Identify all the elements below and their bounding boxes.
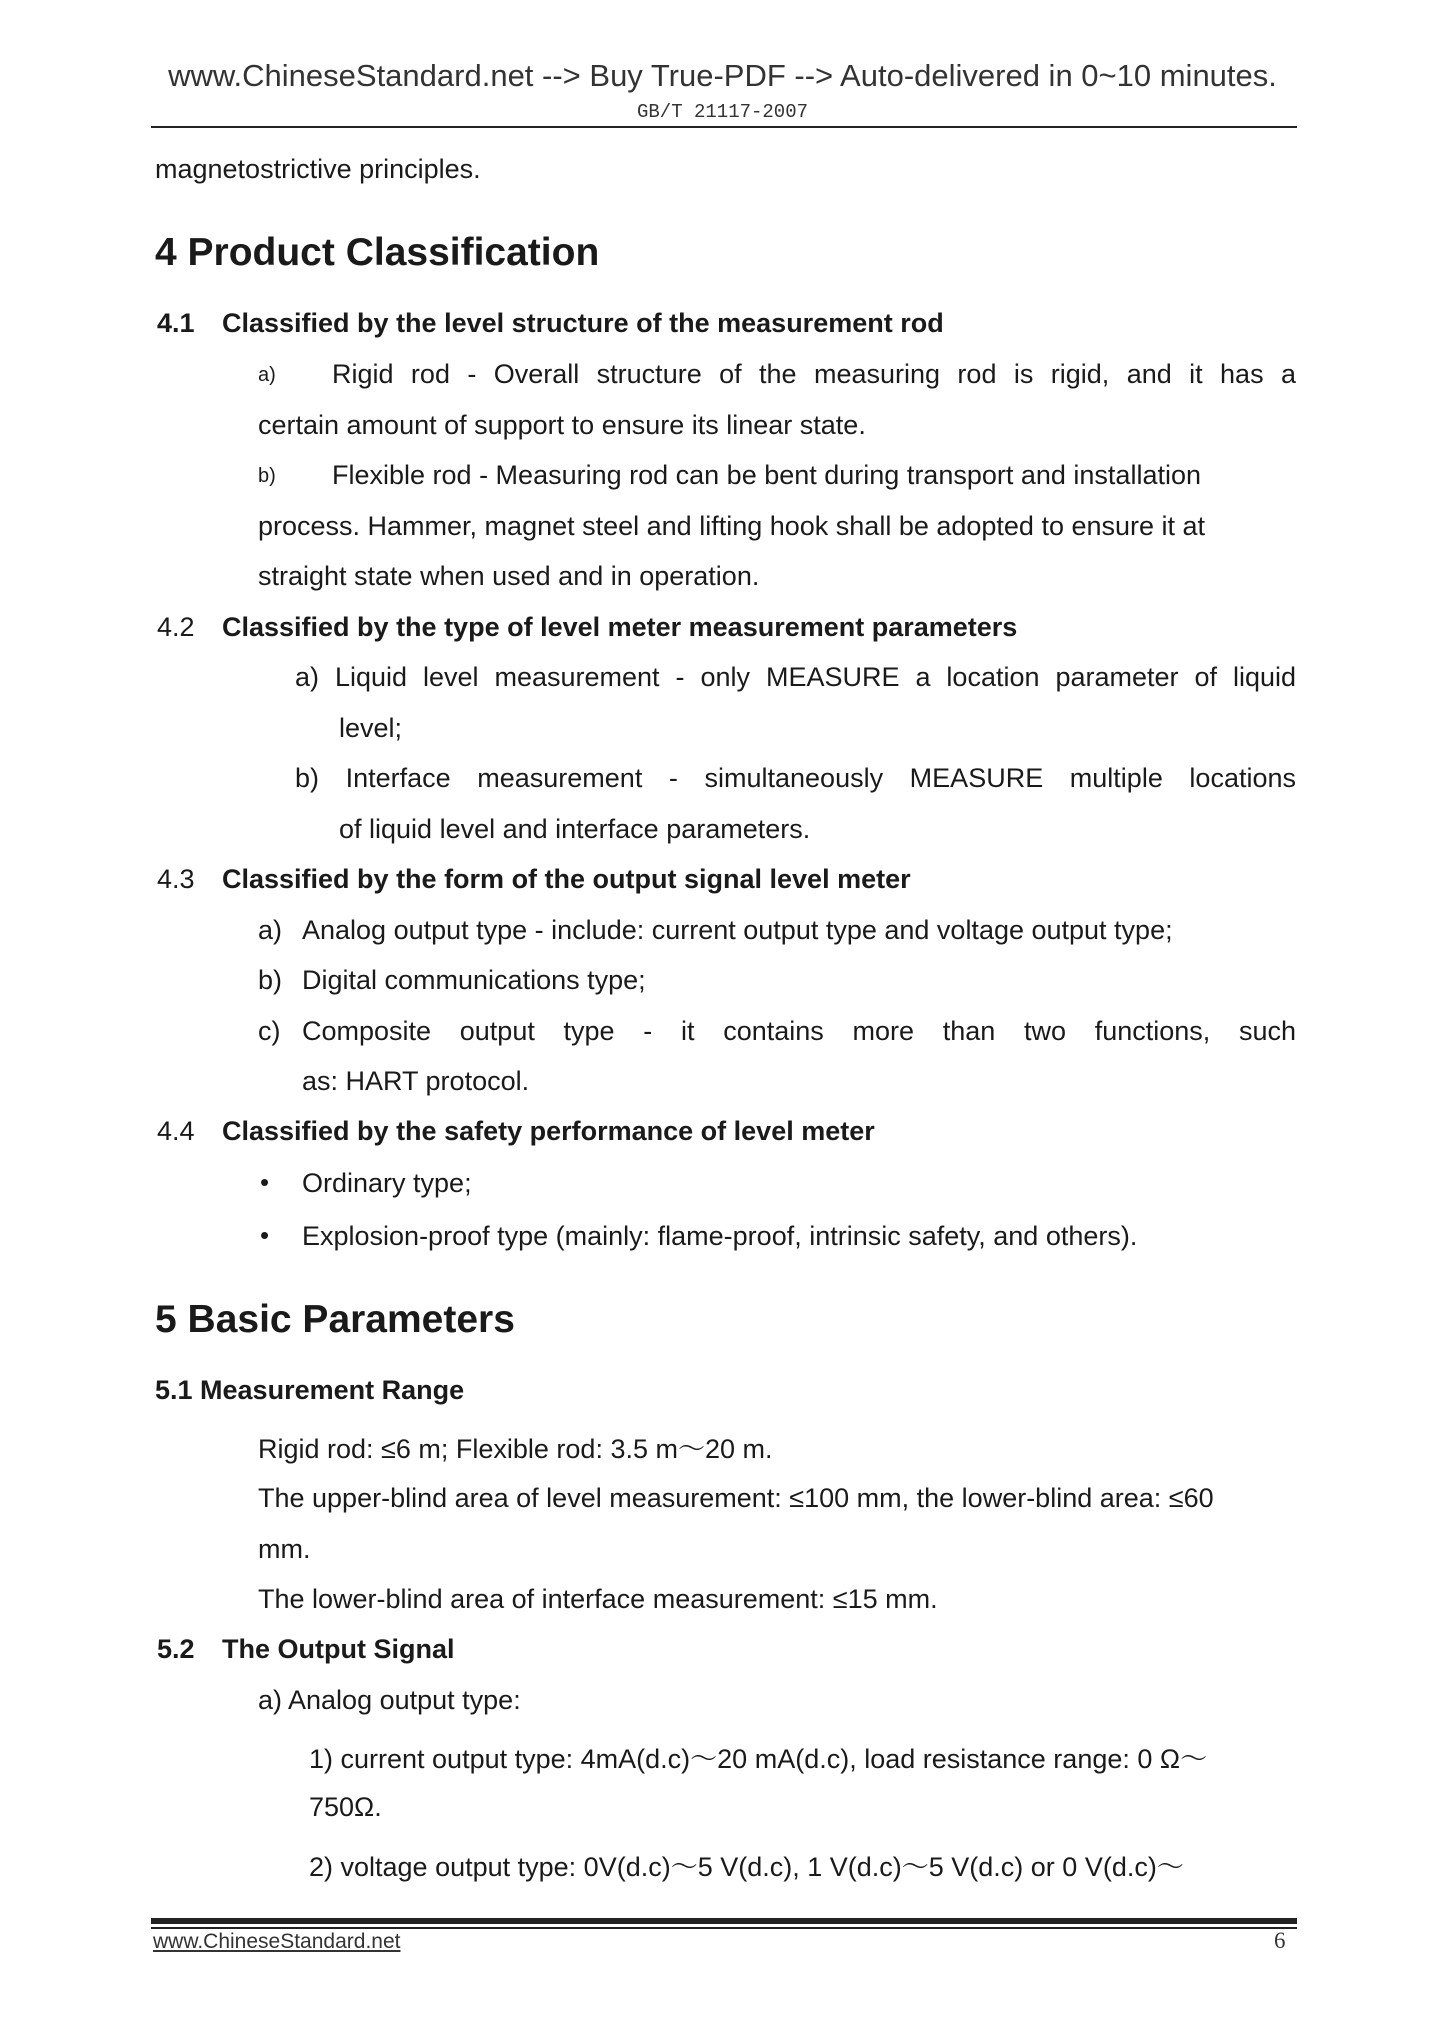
item-4-1-b-marker: b) bbox=[258, 465, 276, 487]
item-4-2-a-line2: level; bbox=[339, 713, 403, 743]
item-4-1-b-line2: process. Hammer, magnet steel and lifting hook shall be adopted to ensure it at bbox=[258, 511, 1206, 541]
header-rule bbox=[151, 126, 1297, 128]
range-interface-blind-text: The lower-blind area of interface measurement: ≤15 mm. bbox=[258, 1584, 938, 1614]
footer-rule-thin bbox=[151, 1927, 1297, 1929]
header-banner: www.ChineseStandard.net --> Buy True-PDF --> Auto-delivered in 0~10 minutes. bbox=[168, 58, 1277, 93]
item-4-3-c-marker: c) bbox=[258, 1016, 281, 1046]
section-5-1-heading: 5.1 Measurement Range bbox=[155, 1375, 465, 1405]
item-4-4-explosion-proof: Explosion-proof type (mainly: flame-proof, intrinsic safety, and others). bbox=[302, 1221, 1138, 1251]
item-4-3-c-line2: as: HART protocol. bbox=[302, 1066, 530, 1096]
item-4-2-a-line1: a) Liquid level measurement - only MEASURE a location parameter of liquid bbox=[295, 662, 1296, 692]
current-output-line2: 750Ω. bbox=[309, 1792, 382, 1822]
section-4-4-heading: Classified by the safety performance of level meter bbox=[222, 1116, 875, 1146]
range-upper-blind-line2: mm. bbox=[258, 1534, 311, 1564]
intro-tail-text: magnetostrictive principles. bbox=[155, 154, 481, 184]
range-upper-blind-line1: The upper-blind area of level measurement: ≤100 mm, the lower-blind area: ≤60 bbox=[258, 1483, 1214, 1513]
section-4-3-number: 4.3 bbox=[157, 864, 195, 894]
range-rod-text: Rigid rod: ≤6 m; Flexible rod: 3.5 m～20 m. bbox=[258, 1434, 773, 1464]
current-output-line1: 1) current output type: 4mA(d.c)～20 mA(d.c), load resistance range: 0 Ω～ bbox=[309, 1744, 1208, 1774]
section-5-heading: 5 Basic Parameters bbox=[155, 1298, 515, 1341]
item-4-3-b-text: Digital communications type; bbox=[302, 965, 646, 995]
section-4-3-heading: Classified by the form of the output signal level meter bbox=[222, 864, 911, 894]
section-4-2-heading: Classified by the type of level meter measurement parameters bbox=[222, 612, 1018, 642]
item-4-1-a-line1: Rigid rod - Overall structure of the measuring rod is rigid, and it has a bbox=[332, 359, 1296, 389]
footer-rule-thick bbox=[151, 1918, 1297, 1924]
item-4-1-a-line2: certain amount of support to ensure its linear state. bbox=[258, 410, 866, 440]
bullet-marker: • bbox=[260, 1220, 270, 1250]
section-4-1-heading: Classified by the level structure of the measurement rod bbox=[222, 308, 944, 338]
analog-output-label: a) Analog output type: bbox=[258, 1685, 521, 1715]
section-5-2-number: 5.2 bbox=[157, 1634, 195, 1664]
footer-site-link[interactable]: www.ChineseStandard.net bbox=[153, 1930, 401, 1953]
section-5-2-heading: The Output Signal bbox=[222, 1634, 455, 1664]
item-4-3-b-marker: b) bbox=[258, 965, 283, 995]
item-4-2-b-line2: of liquid level and interface parameters. bbox=[339, 814, 811, 844]
standard-code: GB/T 21117-2007 bbox=[636, 101, 809, 123]
item-4-4-ordinary: Ordinary type; bbox=[302, 1168, 472, 1198]
item-4-3-a-marker: a) bbox=[258, 915, 283, 945]
page-number: 6 bbox=[1274, 1928, 1286, 1953]
voltage-output-line1: 2) voltage output type: 0V(d.c)～5 V(d.c), 1 V(d.c)～5 V(d.c) or 0 V(d.c)～ bbox=[309, 1852, 1184, 1882]
item-4-1-b-line3: straight state when used and in operation. bbox=[258, 561, 760, 591]
item-4-3-a-text: Analog output type - include: current output type and voltage output type; bbox=[302, 915, 1173, 945]
item-4-3-c-line1: Composite output type - it contains more than two functions, such bbox=[302, 1016, 1296, 1046]
section-4-1-number: 4.1 bbox=[157, 308, 195, 338]
bullet-marker: • bbox=[260, 1167, 270, 1197]
item-4-1-a-marker: a) bbox=[258, 364, 276, 386]
item-4-2-b-line1: b) Interface measurement - simultaneously MEASURE multiple locations bbox=[295, 763, 1296, 793]
item-4-1-b-line1: Flexible rod - Measuring rod can be bent during transport and installation bbox=[332, 460, 1201, 490]
section-4-4-number: 4.4 bbox=[157, 1116, 195, 1146]
section-4-heading: 4 Product Classification bbox=[155, 231, 600, 274]
section-4-2-number: 4.2 bbox=[157, 612, 195, 642]
